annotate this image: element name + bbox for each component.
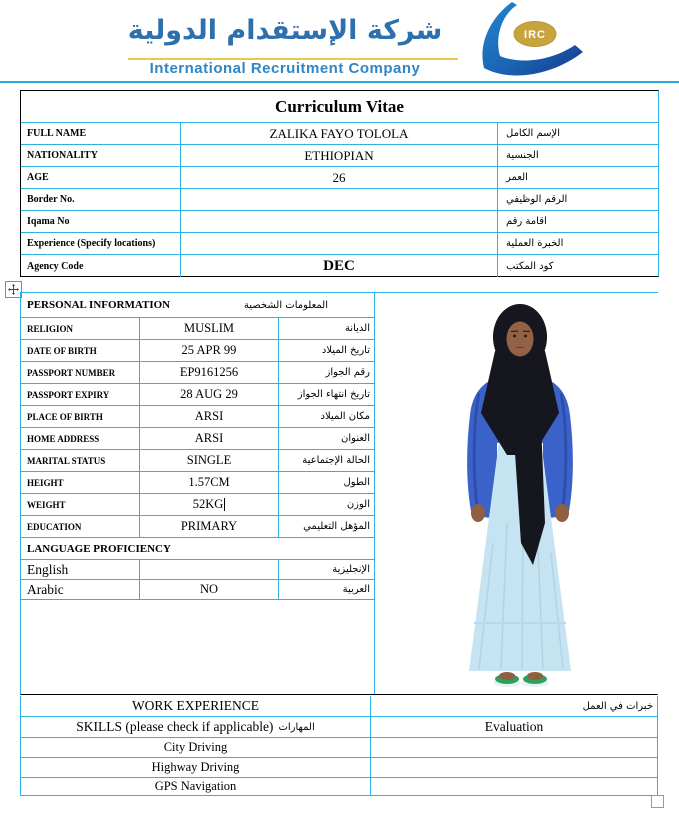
row-label-arabic: المؤهل التعليمي <box>303 521 370 532</box>
table-row-religion <box>21 318 374 340</box>
text-cursor <box>224 498 225 511</box>
row-label-arabic: الجنسية <box>506 150 539 161</box>
table-row-full-name <box>21 123 658 145</box>
company-name-english: International Recruitment Company <box>149 60 421 77</box>
row-value[interactable]: 52KG <box>140 494 279 515</box>
row-label: FULL NAME <box>21 123 181 144</box>
skills-header-row <box>21 717 657 738</box>
row-label: Agency Code <box>21 255 181 277</box>
skill-label: City Driving <box>21 738 371 757</box>
table-row-height <box>21 472 374 494</box>
table-row-age <box>21 167 658 189</box>
row-label-arabic: تاريخ الميلاد <box>321 345 370 356</box>
row-label-arabic: الخبرة العملية <box>506 238 564 249</box>
row-label: Border No. <box>21 189 181 210</box>
candidate-photo[interactable] <box>374 293 658 694</box>
row-label-arabic: الإسم الكامل <box>506 128 561 139</box>
cv-summary-table <box>20 90 659 277</box>
row-value[interactable]: EP9161256 <box>140 362 279 383</box>
row-value[interactable]: DEC <box>181 255 498 277</box>
table-row-agency-code <box>21 255 658 277</box>
table-row-home-address <box>21 428 374 450</box>
row-label: DATE OF BIRTH <box>21 340 140 361</box>
personal-info-table <box>20 292 658 695</box>
row-label-arabic: الرقم الوظيفي <box>506 194 568 205</box>
row-value[interactable]: SINGLE <box>140 450 279 471</box>
row-label: PLACE OF BIRTH <box>21 406 140 427</box>
table-row-education <box>21 516 374 538</box>
table-row-experience <box>21 233 658 255</box>
skills-header: SKILLS (please check if applicable) المهارات <box>21 717 371 737</box>
skills-header-arabic: المهارات <box>278 721 315 733</box>
row-label-arabic: مكان الميلاد <box>320 411 370 422</box>
row-value[interactable]: ARSI <box>140 428 279 449</box>
skill-row-city-driving <box>21 738 657 758</box>
row-value[interactable]: ETHIOPIAN <box>181 145 498 166</box>
row-label: Experience (Specify locations) <box>21 233 181 254</box>
row-label: Iqama No <box>21 211 181 232</box>
header-divider-rule <box>0 81 679 83</box>
table-row-border-no <box>21 189 658 211</box>
table-row-weight <box>21 494 374 516</box>
cv-title: Curriculum Vitae <box>21 91 658 123</box>
language-proficiency-header: LANGUAGE PROFICIENCY <box>21 538 374 560</box>
table-row-english <box>21 560 374 580</box>
evaluation-header: Evaluation <box>484 719 544 734</box>
row-label-arabic: العنوان <box>341 433 370 444</box>
row-label: PASSPORT EXPIRY <box>21 384 140 405</box>
row-label: AGE <box>21 167 181 188</box>
row-value[interactable]: PRIMARY <box>140 516 279 537</box>
row-value[interactable]: NO <box>140 580 279 599</box>
row-label: EDUCATION <box>21 516 140 537</box>
row-label-arabic: الديانة <box>344 323 370 334</box>
company-name-arabic: شركة الإستقدام الدولية <box>127 15 443 46</box>
section-title: PERSONAL INFORMATION <box>27 299 171 311</box>
row-label-arabic: رقم الجواز <box>325 367 370 378</box>
row-label: WEIGHT <box>21 494 140 515</box>
table-row-nationality <box>21 145 658 167</box>
face <box>507 322 534 357</box>
row-value[interactable]: 28 AUG 29 <box>140 384 279 405</box>
skill-label: Highway Driving <box>21 758 371 777</box>
move-arrows-icon <box>8 284 19 295</box>
irc-logo <box>470 2 585 80</box>
row-label: RELIGION <box>21 318 140 339</box>
logo-text: IRC <box>524 29 546 41</box>
row-label-arabic: كود المكتب <box>506 260 554 272</box>
skill-row-highway-driving <box>21 758 657 778</box>
row-label: MARITAL STATUS <box>21 450 140 471</box>
row-label: PASSPORT NUMBER <box>21 362 140 383</box>
row-value[interactable] <box>140 560 279 579</box>
table-row-iqama-no <box>21 211 658 233</box>
row-value[interactable] <box>181 189 498 210</box>
row-value[interactable]: 25 APR 99 <box>140 340 279 361</box>
skill-evaluation[interactable] <box>371 738 657 757</box>
row-label-arabic: العربية <box>342 584 370 595</box>
row-label: HOME ADDRESS <box>21 428 140 449</box>
row-label-arabic: الطول <box>343 477 370 488</box>
row-label: NATIONALITY <box>21 145 181 166</box>
row-label: HEIGHT <box>21 472 140 493</box>
row-label-arabic: الوزن <box>346 499 370 510</box>
row-value[interactable] <box>181 233 498 254</box>
row-value[interactable]: 1.57CM <box>140 472 279 493</box>
row-label-arabic: اقامة رقم <box>506 216 547 227</box>
row-value[interactable]: ZALIKA FAYO TOLOLA <box>181 123 498 144</box>
row-label-arabic: الإنجليزية <box>332 564 370 575</box>
row-label-arabic: تاريخ انتهاء الجواز <box>297 389 370 400</box>
table-resize-handle[interactable] <box>651 795 664 808</box>
section-title-arabic: المعلومات الشخصية <box>243 299 328 311</box>
row-value[interactable]: ARSI <box>140 406 279 427</box>
row-label: Arabic <box>21 580 140 599</box>
skill-label: GPS Navigation <box>21 778 371 795</box>
row-label-arabic: العمر <box>506 172 528 183</box>
skill-evaluation[interactable] <box>371 758 657 777</box>
table-row-date-of-birth <box>21 340 374 362</box>
work-experience-table <box>20 696 658 796</box>
work-experience-header-row <box>21 696 657 717</box>
table-row-passport-expiry <box>21 384 374 406</box>
table-row-arabic-language <box>21 580 374 600</box>
row-label-arabic: الحالة الإجتماعية <box>302 455 370 466</box>
table-row-passport-number <box>21 362 374 384</box>
skill-evaluation[interactable] <box>371 778 657 795</box>
table-row-place-of-birth <box>21 406 374 428</box>
row-value[interactable]: 26 <box>181 167 498 188</box>
skill-row-gps-navigation <box>21 778 657 795</box>
row-value[interactable] <box>181 211 498 232</box>
row-label: English <box>21 560 140 579</box>
personal-info-header <box>21 293 374 318</box>
work-experience-title-arabic: خبرات في العمل <box>582 700 653 712</box>
work-experience-title: WORK EXPERIENCE <box>21 696 371 716</box>
row-value[interactable]: MUSLIM <box>140 318 279 339</box>
table-row-marital-status <box>21 450 374 472</box>
